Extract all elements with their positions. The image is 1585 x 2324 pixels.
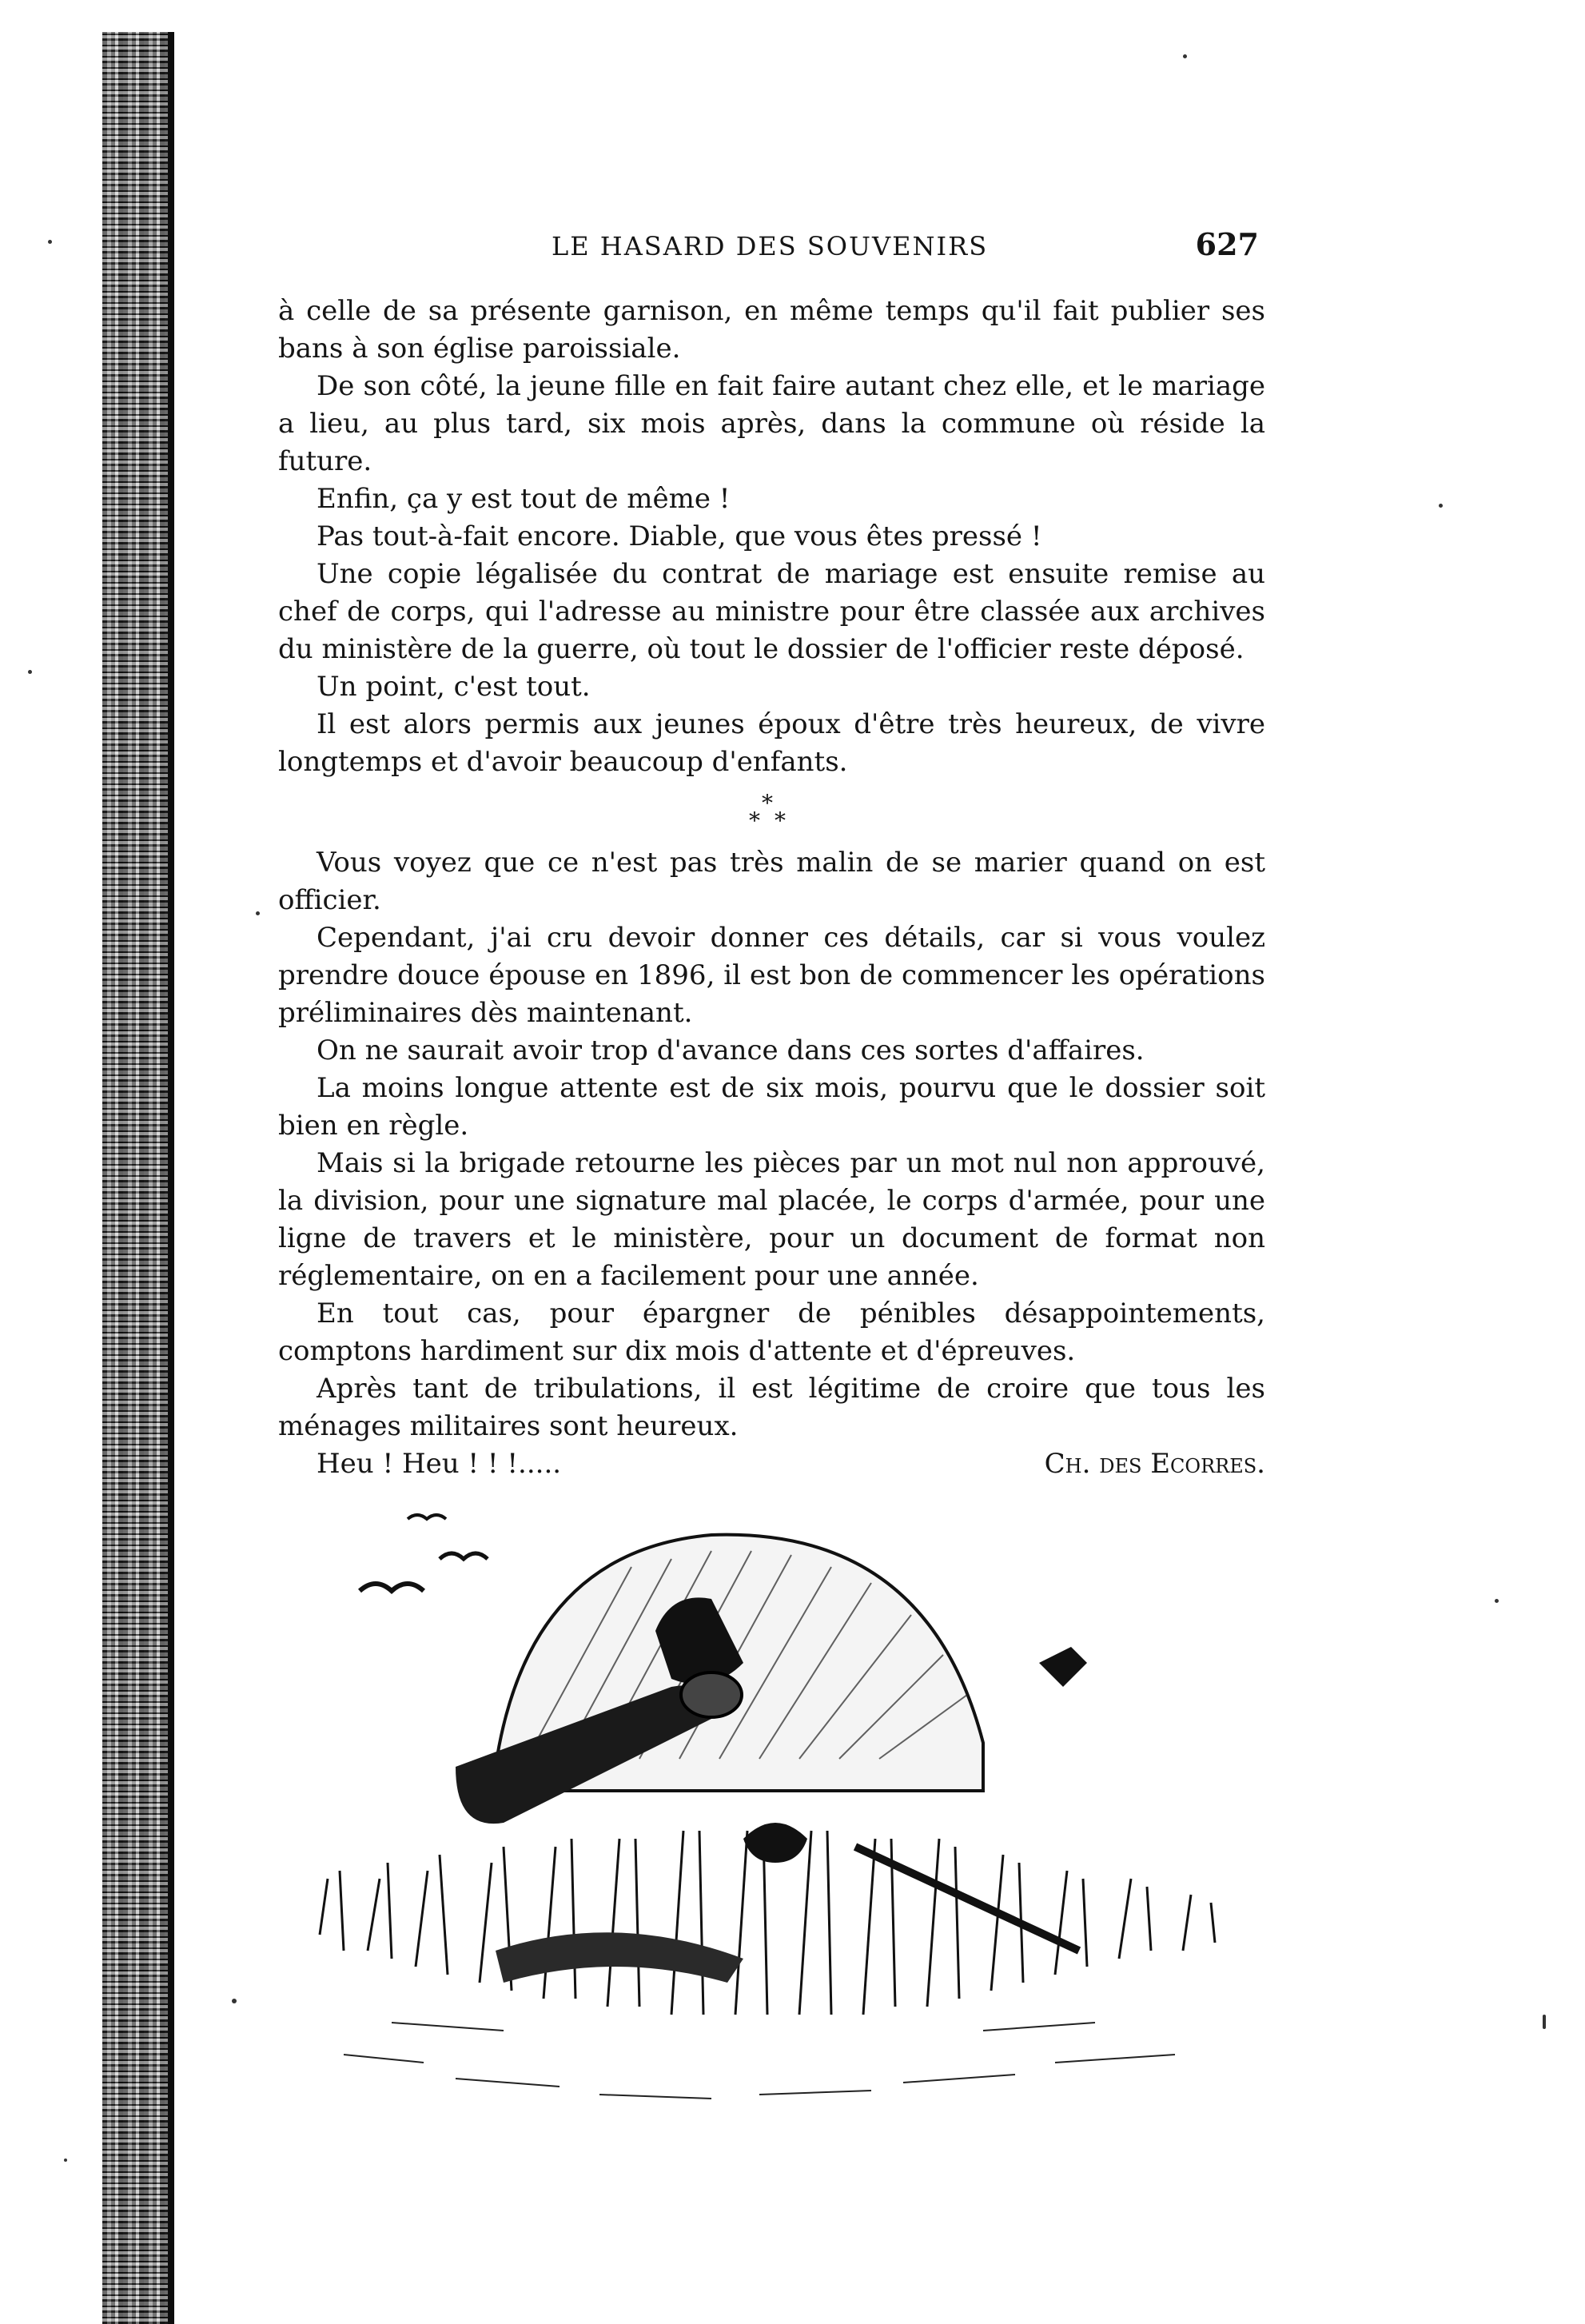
- speck: [1439, 504, 1443, 508]
- paragraph: Un point, c'est tout.: [317, 671, 591, 703]
- tombstone-vignette-illustration: [296, 1503, 1279, 2143]
- svg-text:*: *: [749, 807, 760, 834]
- speck: [1495, 1599, 1499, 1603]
- ground-strokes: [344, 2023, 1175, 2099]
- book-spine-edge: [102, 32, 174, 2324]
- paragraph: Cependant, j'ai cru devoir donner ces détails, car si vous voulez prendre douce épouse en 1896, il est bon de commencer les opérations préliminaires dès maintenant.: [278, 922, 1265, 1029]
- page-number: 627: [1195, 226, 1259, 262]
- text-block-top: [278, 293, 1265, 781]
- closing-exclamation: Heu ! Heu ! ! !.....: [317, 1448, 562, 1480]
- paragraph: Vous voyez que ce n'est pas très malin de se marier quand on est officier.: [278, 847, 1265, 916]
- cloth: [496, 1932, 743, 1983]
- cannon-mouth: [681, 1672, 742, 1717]
- speck: [232, 1999, 237, 2003]
- paragraph: Une copie légalisée du contrat de mariage est ensuite remise au chef de corps, qui l'adresse au ministre pour être classée aux archives du ministère de la guerre, où tout le dossier de l'officier reste déposé.: [278, 558, 1265, 665]
- speck: [1543, 2015, 1546, 2029]
- sword: [855, 1847, 1079, 1951]
- speck: [28, 670, 32, 674]
- bird: [1039, 1647, 1087, 1687]
- paragraph: De son côté, la jeune fille en fait faire autant chez elle, et le mariage a lieu, au plus tard, six mois après, dans la commune où réside la future.: [278, 370, 1265, 477]
- bird: [440, 1553, 488, 1559]
- paragraph: Pas tout-à-fait encore. Diable, que vous êtes pressé !: [317, 520, 1042, 552]
- spine-shadow: [168, 32, 174, 2324]
- bird: [360, 1584, 424, 1591]
- paragraph: En tout cas, pour épargner de pénibles désappointements, comptons hardiment sur dix mois d'attente et d'épreuves.: [278, 1298, 1265, 1367]
- running-head-title: LE HASARD DES SOUVENIRS: [552, 231, 989, 261]
- svg-text:*: *: [775, 807, 786, 834]
- speck: [48, 240, 52, 244]
- paragraph: à celle de sa présente garnison, en même temps qu'il fait publier ses bans à son église paroissiale.: [278, 295, 1265, 365]
- running-head: [280, 226, 1259, 266]
- asterism-separator: [735, 790, 799, 838]
- signature-line: [278, 1445, 1265, 1483]
- speck: [64, 2159, 67, 2162]
- speck: [1183, 54, 1187, 58]
- paragraph: Après tant de tribulations, il est légitime de croire que tous les ménages militaires sont heureux.: [278, 1373, 1265, 1442]
- paragraph: On ne saurait avoir trop d'avance dans ces sortes d'affaires.: [317, 1034, 1145, 1066]
- svg-text:*: *: [762, 790, 773, 816]
- speck: [256, 911, 260, 915]
- author-signature: Ch. des Ecorres.: [1044, 1448, 1265, 1480]
- fallen-helmet: [743, 1823, 807, 1863]
- paragraph: Mais si la brigade retourne les pièces par un mot nul non approuvé, la division, pour une signature mal placée, le corps d'armée, pour une ligne de travers et le ministère, pour un document de format non réglementaire, on en a facilement pour une année.: [278, 1147, 1265, 1292]
- paragraph: La moins longue attente est de six mois, pourvu que le dossier soit bien en règle.: [278, 1072, 1265, 1142]
- paragraph: Il est alors permis aux jeunes époux d'être très heureux, de vivre longtemps et d'avoir beaucoup d'enfants.: [278, 708, 1265, 778]
- bird: [408, 1515, 446, 1519]
- text-block-bottom: [278, 844, 1265, 1483]
- paragraph: Enfin, ça y est tout de même !: [317, 483, 731, 515]
